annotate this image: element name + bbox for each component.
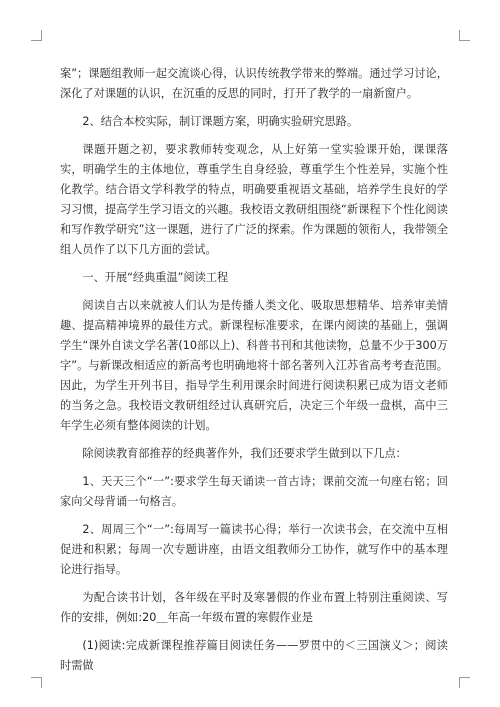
crop-mark-top-right: [459, 30, 470, 41]
crop-mark-top-left: [31, 30, 42, 41]
crop-mark-bottom-right: [459, 677, 470, 688]
paragraph: 除阅读教育部推荐的经典著作外，我们还要求学生做到以下几点：: [82, 447, 407, 460]
list-item: (1)阅读:完成新课程推荐篇目阅读任务——罗贯中的＜三国演义＞；阅读时需做: [60, 639, 448, 672]
paragraph: 案”；课题组教师一起交流谈心得，认识传统教学带来的弊端。通过学习讨论，深化了对课题的认识，在沉重的反思的同时，打开了教学的一扇新窗户。: [60, 67, 448, 100]
crop-mark-bottom-left: [31, 677, 42, 688]
list-item: 1、天天三个“一”:要求学生每天诵读一首古诗；课前交流一句座右铭；回家向父母背诵一句格言。: [60, 475, 448, 508]
paragraph: 阅读自古以来就被人们认为是传播人类文化、吸取思想精华、培养审美情趣、提高精神境界的最佳方式。新课程标准要求，在课内阅读的基础上，强调学生“课外自读文学名著(10部以上)、科普书刊和其他读物，总量不少于300万字”。与新课改相适应的新高考也明确地将十部名著列入江苏省高考考查范围。因此，为学生开列书目，指导学生利用课余时间进行阅读积累已成为语文老师的当务之急。我校语文教研组经过认真研究后，决定三个年级一盘棋，高中三年学生必须有整体阅读的计划。: [60, 299, 448, 432]
paragraph: 为配合读书计划，各年级在平时及寒暑假的作业布置上特别注重阅读、写作的安排，例如:20＿年高一年级布置的寒假作业是: [60, 591, 448, 624]
paragraph: 课题开题之初，要求教师转变观念，从上好第一堂实验课开始，课课落实，明确学生的主体地位，尊重学生自身经验，尊重学生个性差异，实施个性化教学。结合语文学科教学的特点，明确要重视语文基础，培养学生良好的学习习惯，提高学生学习语文的兴趣。我校语文教研组围绕“新课程下个性化阅读和写作教学研究”这一课题，进行了广泛的探索。作为课题的领衔人，我带领全组人员作了以下几方面的尝试。: [60, 143, 448, 256]
paragraph: 2、结合本校实际，制订课题方案，明确实验研究思路。: [82, 115, 359, 128]
list-item: 2、周周三个“一”:每周写一篇读书心得；举行一次读书会，在交流中互相促进和积累；每周一次专题讲座，由语文组教师分工协作，就写作中的基本理论进行指导。: [60, 523, 448, 576]
section-heading: 一、开展“经典重温”阅读工程: [82, 271, 229, 284]
document-body: [60, 64, 448, 684]
